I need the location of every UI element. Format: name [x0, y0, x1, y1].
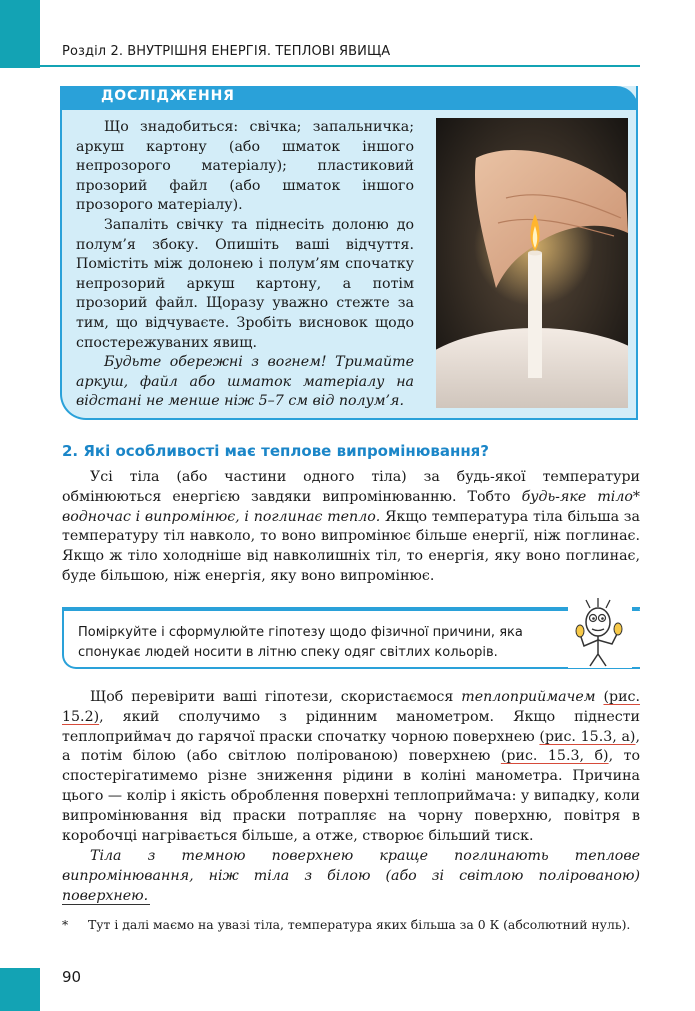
paragraph-conclusion: Тіла з темною поверхнею краще поглинають теплове випромінювання, ніж тіла з білою (або зі світлою полірованою) поверхнею.	[62, 848, 640, 904]
corner-tab-top	[0, 0, 40, 68]
para1-text-c: Якщо температура тіла більша за температуру тіл навколо, то воно випромінює більше енергії, ніж поглинає. Якщо ж тіло холодніше від навколишніх тіл, то енергія, яку воно поглинає, буде більшою, ніж енергія, яку воно випромінює.	[62, 508, 640, 584]
page-number: 90	[62, 968, 82, 986]
research-paragraph-materials: Що знадобиться: свічка; запальничка; аркуш картону (або шматок іншого непрозорого матеріалу); пластиковий прозорий файл (або шматок іншого прозорого матеріалу).	[76, 119, 414, 214]
paragraph-experiment	[62, 688, 640, 846]
think-prompt: Поміркуйте і сформулюйте гіпотезу щодо фізичної причини, яка спонукає людей носити в літню спеку одяг світлих кольорів.	[78, 625, 523, 660]
corner-tab-bottom	[0, 968, 40, 1011]
header-rule	[40, 65, 640, 67]
research-title: ДОСЛІДЖЕННЯ	[101, 88, 235, 104]
para2-term: теплоприймачем	[461, 689, 596, 705]
para1-text-a: Усі тіла (або частини одного тіла) за будь-якої температури обмінюються енергією завдяки випромінюванню. Тобто	[62, 469, 640, 505]
figure-ref-15-2[interactable]: (рис. 15.2)	[62, 689, 640, 725]
thinking-character-icon	[568, 596, 632, 668]
section-heading: 2. Які особливості має теплове випромінювання?	[62, 442, 490, 460]
para2-text-e: , то спостерігатимемо різне зниження рідини в коліні манометра. Причина цього — колір і якість оброблення поверхні теплоприймача: у випадку, коли випромінювання від праски потрапляє на чорну поверхню, повітря в коробочці нагрівається більше, а отже, створює більший тиск.	[62, 748, 640, 844]
footnote-text: Тут і далі маємо на увазі тіла, температура яких більша за 0 К (абсолютний нуль).	[88, 917, 631, 932]
research-paragraph-steps: Запаліть свічку та піднесіть долоню до полум’я збоку. Опишіть ваші відчуття. Помістіть між долонею і полум’ям спочатку непрозорий аркуш картону, а потім прозорий файл. Щоразу уважно стежте за тим, що відчуваєте. Зробіть висновок щодо спостережуваних явищ.	[76, 216, 414, 351]
para1-emphasis: будь-яке тіло* водночас і випромінює, і поглинає тепло.	[62, 488, 640, 525]
footnote-marker: *	[62, 917, 69, 932]
research-text	[76, 118, 414, 412]
para2-text-c: , який сполучимо з рідинним манометром. Якщо піднести теплоприймач до гарячої праски спочатку чорною поверхнею	[62, 708, 640, 745]
think-box-top-rule	[62, 607, 640, 611]
candle-hand-photo	[436, 118, 628, 408]
paragraph-radiation	[62, 468, 640, 587]
footnote	[62, 916, 640, 934]
research-paragraph-warning: Будьте обережні з вогнем! Тримайте аркуш, файл або шматок матеріалу на відстані не менше ніж 5–7 см від полум’я.	[76, 354, 414, 410]
candle-illustration	[436, 118, 628, 408]
para2-text-d: , а потім білою (або світлою полірованою) поверхнею	[62, 728, 640, 765]
chapter-header: Розділ 2. ВНУТРІШНЯ ЕНЕРГІЯ. ТЕПЛОВІ ЯВИЩА	[62, 44, 391, 59]
figure-ref-15-3a[interactable]: (рис. 15.3, а)	[539, 728, 636, 745]
para2-text-a: Щоб перевірити ваші гіпотези, скористаємося	[90, 689, 462, 705]
footnote-rule	[62, 904, 150, 905]
figure-ref-15-3b[interactable]: (рис. 15.3, б)	[500, 748, 609, 765]
